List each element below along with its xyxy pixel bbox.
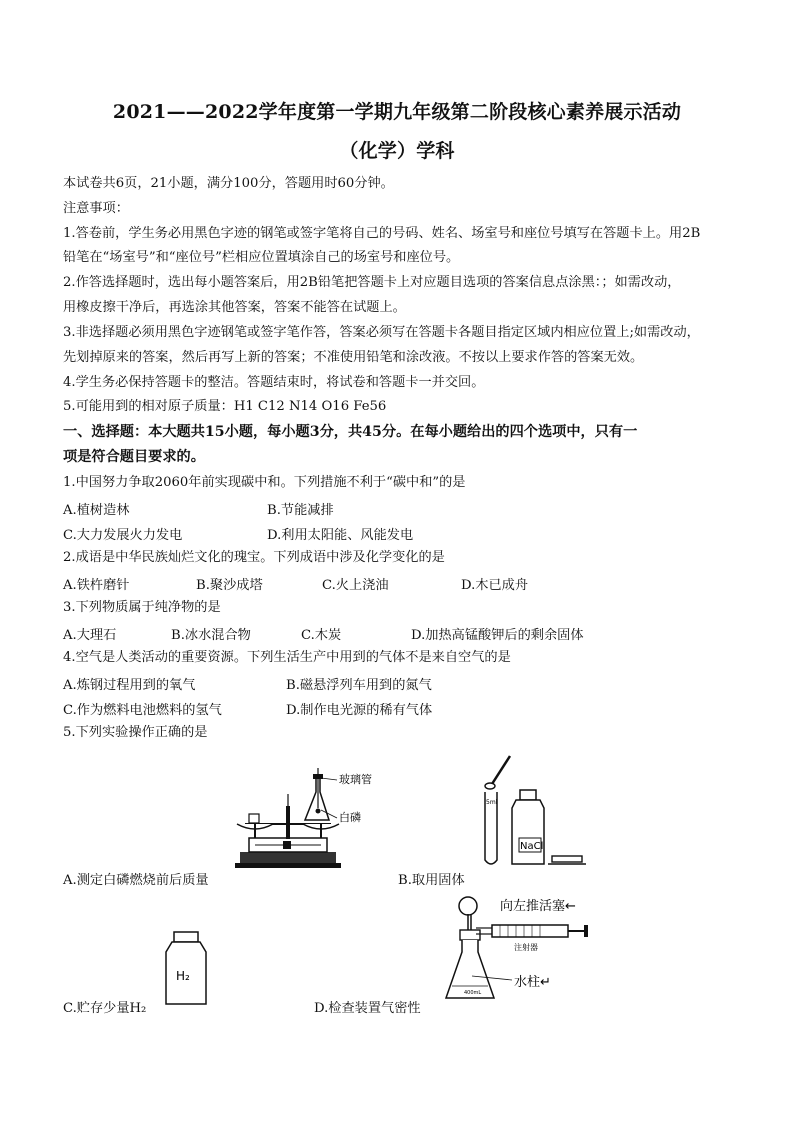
note-5: 5.可能用到的相对原子质量：H1 C12 N14 O16 Fe56 (63, 399, 387, 414)
note-2-line-1: 2.作答选择题时，选出每小题答案后，用2B铅笔把答题卡上对应题目选项的答案信息点涂黑：；如需改动， (63, 275, 681, 290)
note-3-line-1: 3.非选择题必须用黑色字迹钢笔或签字笔作答，答案必须写在答题卡各题目指定区域内相应位置上;如需改动， (63, 325, 700, 340)
figure-a-balance (225, 768, 385, 872)
question-5-option-d: D.检查装置气密性 (314, 1001, 421, 1016)
figure-a-label-phosphorus: 白磷 (339, 811, 361, 824)
exam-summary: 本试卷共6页，21小题，满分100分，答题用时60分钟。 (63, 176, 394, 191)
question-4-option-d: D.制作电光源的稀有气体 (286, 703, 433, 718)
figure-d-label-push: 向左推活塞← (500, 899, 576, 914)
question-3-option-c: C.木炭 (301, 628, 342, 643)
exam-title: 2021——2022学年度第一学期九年级第二阶段核心素养展示活动 (112, 101, 682, 123)
note-1-line-2: 铅笔在“场室号”和“座位号”栏相应位置填涂自己的场室号和座位号。 (63, 250, 460, 265)
question-3-option-b: B.冰水混合物 (171, 628, 251, 643)
section-heading-line-1: 一、选择题：本大题共15小题，每小题3分，共45分。在每小题给出的四个选项中，只有一 (63, 424, 638, 440)
question-1-stem: 1.中国努力争取2060年前实现碳中和。下列措施不利于“碳中和”的是 (63, 475, 466, 490)
question-4-option-b: B.磁悬浮列车用到的氮气 (286, 678, 432, 693)
note-3-line-2: 先划掉原来的答案，然后再写上新的答案；不准使用铅笔和涂改液。不按以上要求作答的答案无效。 (63, 350, 644, 365)
question-5-option-c: C.贮存少量H₂ (63, 1001, 147, 1016)
question-5-option-b: B.取用固体 (398, 873, 465, 888)
question-2-stem: 2.成语是中华民族灿烂文化的瑰宝。下列成语中涉及化学变化的是 (63, 550, 445, 565)
question-2-option-a: A.铁杵磨针 (63, 578, 130, 593)
note-4: 4.学生务必保持答题卡的整洁。答题结束时，将试卷和答题卡一并交回。 (63, 375, 485, 390)
question-2-option-c: C.火上浇油 (322, 578, 389, 593)
figure-b-label-nacl: NaCl (520, 841, 544, 852)
question-3-option-d: D.加热高锰酸钾后的剩余固体 (411, 628, 584, 643)
question-2-option-b: B.聚沙成塔 (196, 578, 263, 593)
question-5-option-a: A.测定白磷燃烧前后质量 (63, 873, 209, 888)
exam-subject: （化学）学科 (339, 140, 455, 162)
question-4-option-c: C.作为燃料电池燃料的氢气 (63, 703, 222, 718)
question-3-stem: 3.下列物质属于纯净物的是 (63, 600, 221, 615)
figure-a-label-glass-tube: 玻璃管 (339, 773, 372, 786)
figure-c-gas-bottle (156, 930, 216, 1008)
section-heading-line-2: 项是符合题目要求的。 (63, 449, 205, 465)
question-2-option-d: D.木已成舟 (461, 578, 529, 593)
figure-b-take-solid (476, 752, 594, 870)
question-4-stem: 4.空气是人类活动的重要资源。下列生活生产中用到的气体不是来自空气的是 (63, 650, 511, 665)
question-1-option-a: A.植树造林 (63, 503, 130, 518)
question-4-option-a: A.炼钢过程用到的氧气 (63, 678, 196, 693)
notes-heading: 注意事项： (63, 201, 129, 216)
figure-c-label-h2: H₂ (176, 969, 190, 983)
question-1-option-d: D.利用太阳能、风能发电 (267, 528, 414, 543)
svg-text:400mL: 400mL (464, 990, 482, 996)
question-3-option-a: A.大理石 (63, 628, 117, 643)
question-5-stem: 5.下列实验操作正确的是 (63, 725, 208, 740)
question-1-option-c: C.大力发展火力发电 (63, 528, 183, 543)
figure-d-label-water-column: 水柱↵ (514, 975, 551, 990)
figure-d-label-syringe: 注射器 (514, 943, 538, 952)
figure-d-airtight-check (438, 894, 632, 1016)
note-2-line-2: 用橡皮擦干净后，再选涂其他答案，答案不能答在试题上。 (63, 300, 406, 315)
question-1-option-b: B.节能减排 (267, 503, 334, 518)
note-1-line-1: 1.答卷前，学生务必用黑色字迹的钢笔或签字笔将自己的号码、姓名、场室号和座位号填写在答题卡上。用2B (63, 226, 701, 241)
svg-text:5ml: 5ml (486, 799, 498, 806)
